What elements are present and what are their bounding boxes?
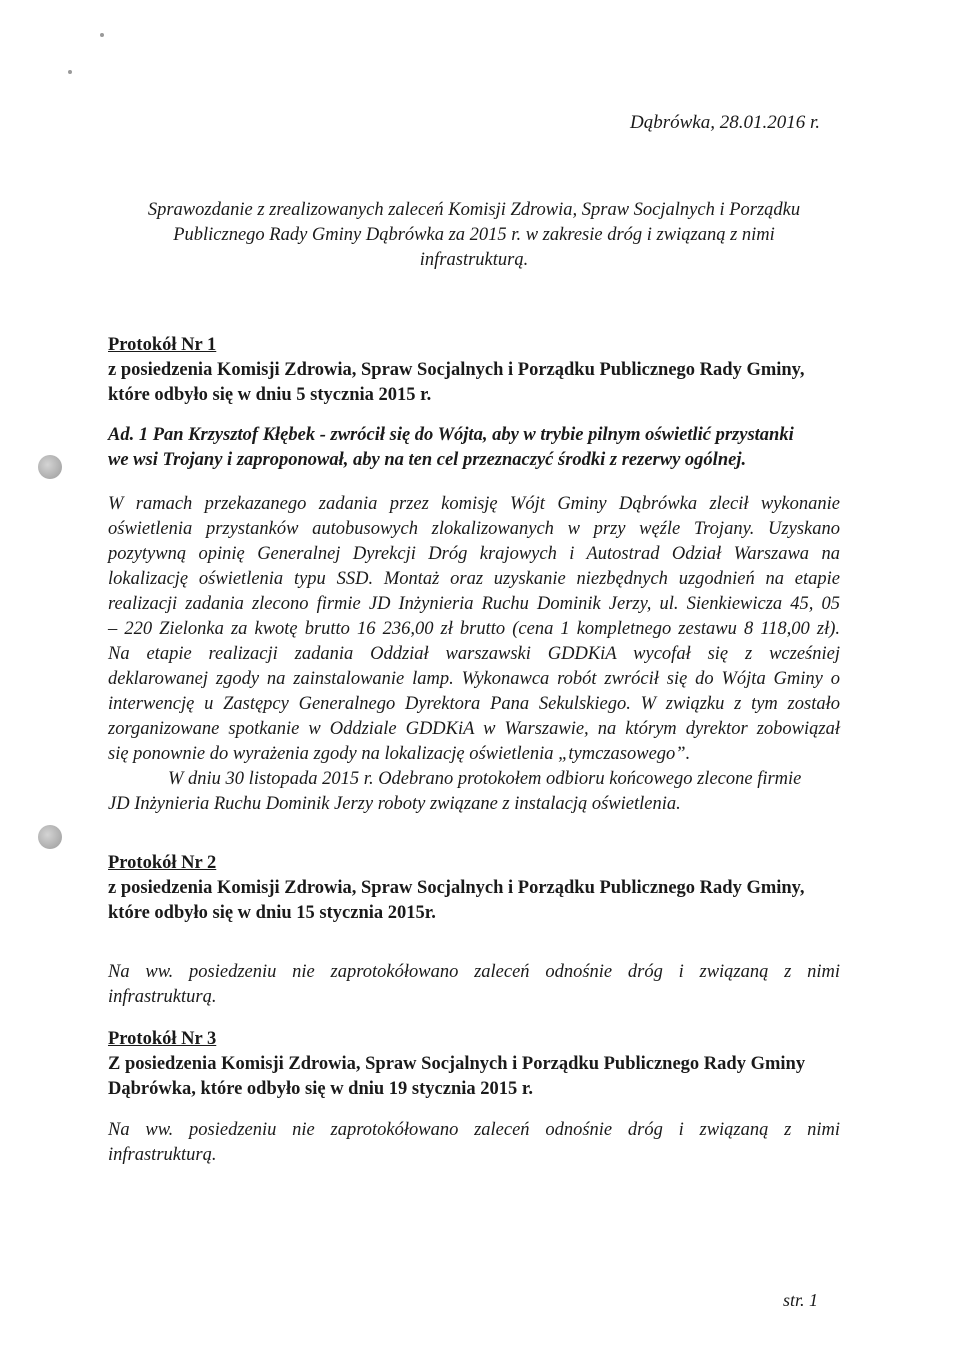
- page-number: str. 1: [782, 1290, 818, 1310]
- body-line: W ramach przekazanego zadania przez komisję Wójt Gminy Dąbrówka zlecił wykonanie: [108, 494, 840, 514]
- protocol-3-subline: Z posiedzenia Komisji Zdrowia, Spraw Socjalnych i Porządku Publicznego Rady Gminy: [108, 1054, 806, 1074]
- protocol-2-subline: z posiedzenia Komisji Zdrowia, Spraw Socjalnych i Porządku Publicznego Rady Gminy,: [108, 878, 805, 898]
- note-line: Na ww. posiedzeniu nie zaprotokółowano zaleceń odnośnie dróg i związaną z nimi: [108, 962, 840, 982]
- protocol-2-note: [108, 960, 840, 1010]
- note-line: infrastrukturą.: [108, 1145, 217, 1165]
- punch-hole: [38, 825, 62, 849]
- protocol-1-agenda-item: [108, 423, 840, 473]
- punch-hole: [38, 455, 62, 479]
- title-line: Publicznego Rady Gminy Dąbrówka za 2015 r. w zakresie dróg i związaną z nimi: [173, 225, 775, 245]
- body-line: JD Inżynieria Ruchu Dominik Jerzy roboty związane z instalacją oświetlenia.: [108, 794, 681, 814]
- scan-speck: [68, 70, 72, 74]
- body-line: interwencję u Zastępcy Generalnego Dyrektora Pana Sekulskiego. W związku z tym zostało: [108, 694, 840, 714]
- protocol-3-subline: Dąbrówka, które odbyło się w dniu 19 stycznia 2015 r.: [108, 1079, 534, 1099]
- protocol-2-header: [108, 851, 840, 926]
- protocol-1-header: [108, 333, 840, 408]
- body-line: W dniu 30 listopada 2015 r. Odebrano protokołem odbioru końcowego zlecone firmie: [168, 769, 802, 789]
- note-line: infrastrukturą.: [108, 987, 217, 1007]
- body-line: pozytywną opinię Generalnej Dyrekcji Dróg krajowych i Autostrad Odział Warszawa na: [108, 544, 840, 564]
- body-line: oświetlenia przystanków autobusowych zlokalizowanych w przy węźle Trojany. Uzyskano: [108, 519, 840, 539]
- scan-speck: [100, 33, 104, 37]
- title-line: infrastrukturą.: [419, 250, 529, 270]
- protocol-2-subline: które odbyło się w dniu 15 stycznia 2015r.: [108, 903, 436, 923]
- body-line: realizacji zadania zlecono firmie JD Inżynieria Ruchu Dominik Jerzy, ul. Sienkiewicza 45, 05: [108, 594, 840, 614]
- title-line: Sprawozdanie z zrealizowanych zaleceń Komisji Zdrowia, Spraw Socjalnych i Porządku: [147, 200, 801, 220]
- protocol-1-heading: Protokół Nr 1: [108, 335, 217, 355]
- body-line: – 220 Zielonka za kwotę brutto 16 236,00 zł brutto (cena 1 kompletnego zestawu 8 118,00 zł).: [108, 619, 840, 639]
- agenda-line: Ad. 1 Pan Krzysztof Kłębek - zwrócił się do Wójta, aby w trybie pilnym oświetlić przystanki: [108, 425, 794, 445]
- protocol-3-note: [108, 1118, 840, 1168]
- protocol-1-subline: z posiedzenia Komisji Zdrowia, Spraw Socjalnych i Porządku Publicznego Rady Gminy,: [108, 360, 805, 380]
- protocol-3-header: [108, 1027, 840, 1102]
- protocol-1-body: [108, 492, 840, 817]
- document-title: [108, 198, 840, 273]
- body-line: lokalizację oświetlenia typu SSD. Montaż oraz uzyskanie niezbędnych uzgodnień na etapie: [108, 569, 840, 589]
- document-date: Dąbrówka, 28.01.2016 r.: [629, 112, 820, 133]
- body-line: deklarowanej zgody na zainstalowanie lamp. Wykonawca robót zwrócił się do Wójta Gminy o: [108, 669, 840, 689]
- note-line: Na ww. posiedzeniu nie zaprotokółowano zaleceń odnośnie dróg i związaną z nimi: [108, 1120, 840, 1140]
- body-line: Na etapie realizacji zadania Oddział warszawski GDDKiA wycofał się z wcześniej: [108, 644, 840, 664]
- protocol-3-heading: Protokół Nr 3: [108, 1029, 217, 1049]
- body-line: się ponownie do wyrażenia zgody na lokalizację oświetlenia „tymczasowego”.: [108, 744, 691, 764]
- agenda-line: we wsi Trojany i zaproponował, aby na ten cel przeznaczyć środki z rezerwy ogólnej.: [108, 450, 747, 470]
- protocol-1-subline: które odbyło się w dniu 5 stycznia 2015 r.: [108, 385, 432, 405]
- body-line: zorganizowane spotkanie w Oddziale GDDKiA w Warszawie, na którym dyrektor zobowiązał: [108, 719, 840, 739]
- protocol-2-heading: Protokół Nr 2: [108, 853, 217, 873]
